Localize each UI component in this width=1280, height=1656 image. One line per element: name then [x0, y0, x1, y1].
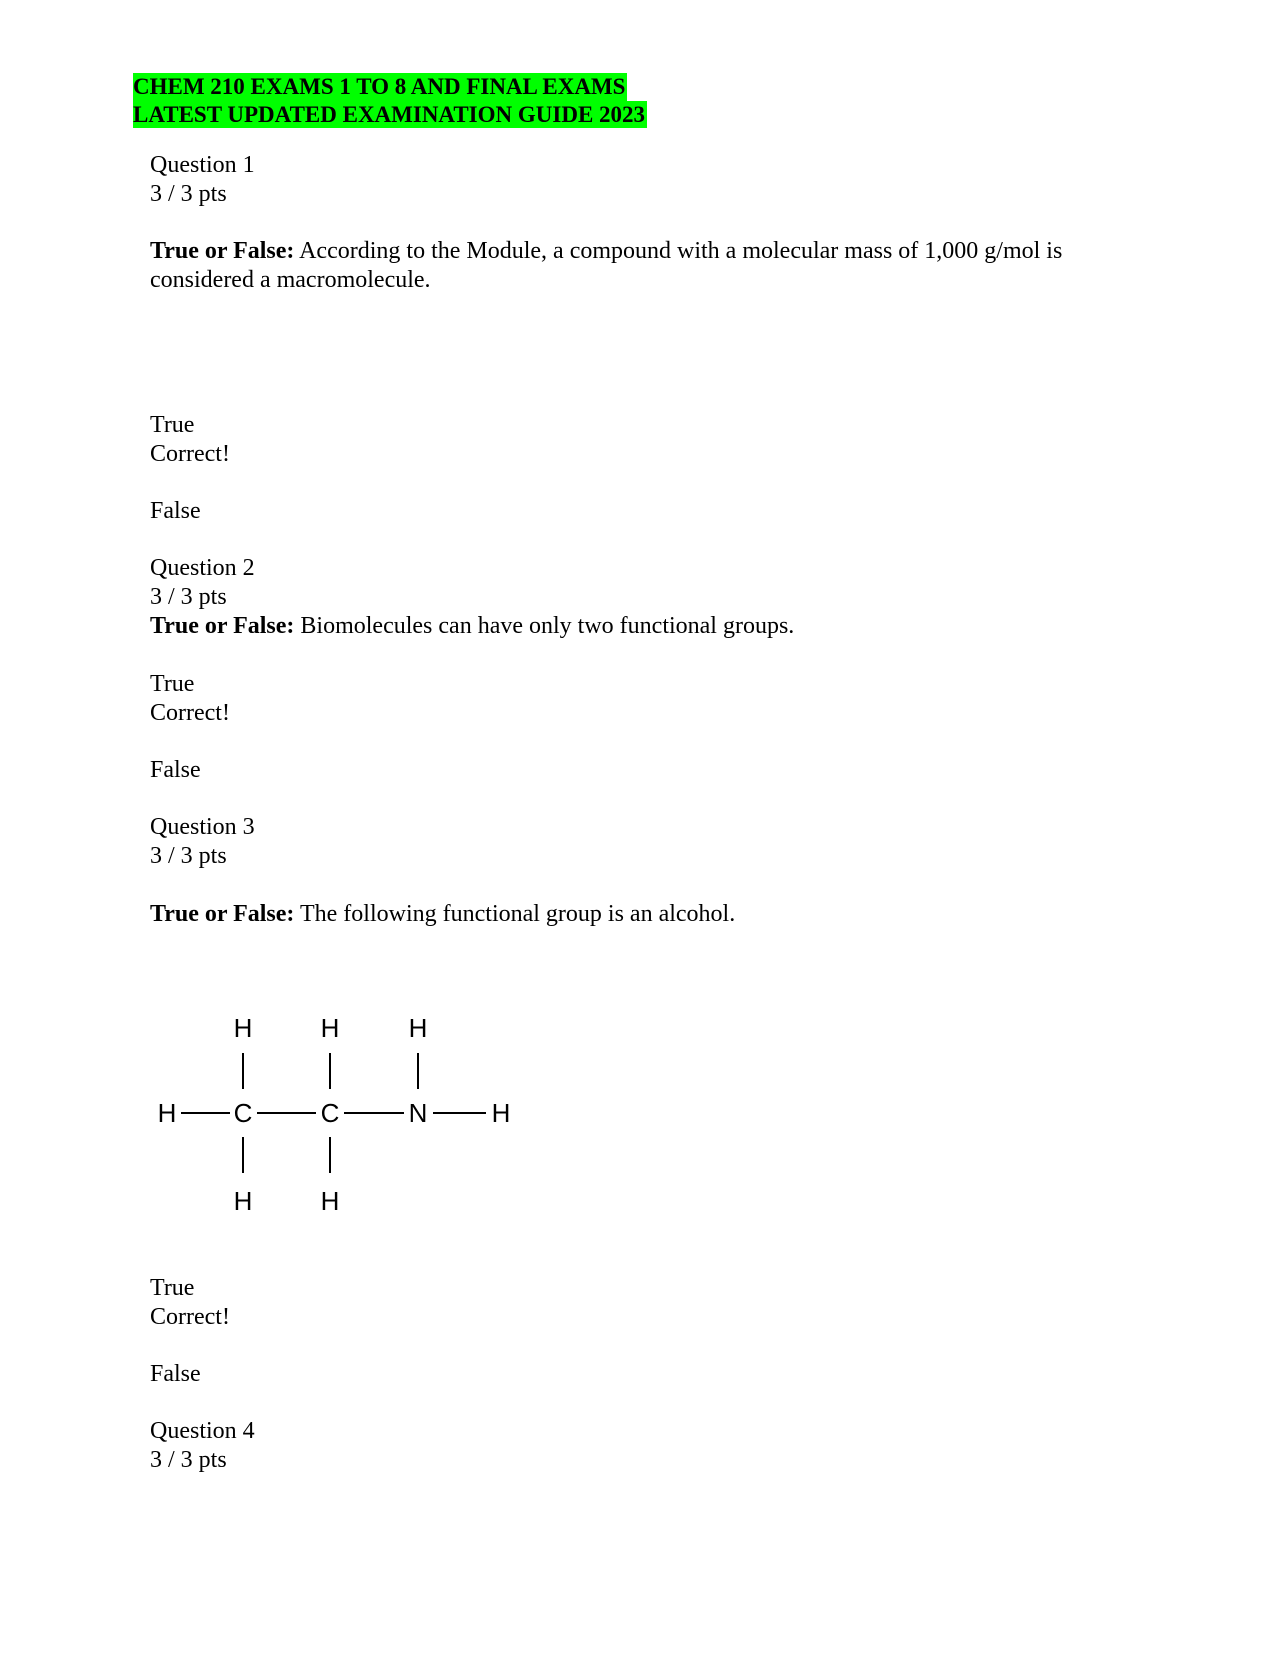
question-3-prompt — [150, 900, 735, 929]
question-2-option-true[interactable]: True — [150, 671, 195, 697]
atom-h-n-top: H — [408, 1013, 428, 1043]
atom-c2: C — [320, 1098, 340, 1128]
question-1-feedback: Correct! — [150, 441, 230, 467]
question-2-option-false[interactable]: False — [150, 757, 201, 783]
ethylamine-structure-diagram — [150, 1005, 540, 1235]
atom-h-c1-top: H — [233, 1013, 253, 1043]
question-2-feedback: Correct! — [150, 700, 230, 726]
question-2-prompt-text: Biomolecules can have only two functional groups. — [294, 613, 795, 639]
question-3-label: Question 3 — [150, 814, 255, 840]
question-2-label: Question 2 — [150, 555, 255, 581]
atom-h-c2-top: H — [320, 1013, 340, 1043]
question-2-prompt-prefix: True or False: — [150, 613, 295, 639]
question-3-option-false[interactable]: False — [150, 1361, 201, 1387]
question-4-label: Question 4 — [150, 1418, 255, 1444]
question-1-prompt-text: According to the Module, a compound with a molecular mass of 1,000 g/mol is considered a macromolecule. — [150, 238, 1063, 293]
question-2-points: 3 / 3 pts — [150, 584, 227, 610]
question-1-points: 3 / 3 pts — [150, 181, 227, 207]
question-1-label: Question 1 — [150, 152, 255, 178]
question-3-feedback: Correct! — [150, 1304, 230, 1330]
question-3-prompt-prefix: True or False: — [150, 901, 295, 927]
atom-h-c1-bottom: H — [233, 1186, 253, 1216]
atom-h-c2-bottom: H — [320, 1186, 340, 1216]
title-line-1: CHEM 210 EXAMS 1 TO 8 AND FINAL EXAMS — [133, 74, 626, 99]
question-2-prompt — [150, 612, 794, 641]
atom-h-right: H — [491, 1098, 511, 1128]
document-title — [133, 73, 647, 128]
atom-c1: C — [233, 1098, 253, 1128]
title-line-2: LATEST UPDATED EXAMINATION GUIDE 2023 — [133, 101, 646, 127]
question-3-prompt-text: The following functional group is an alcohol. — [294, 901, 736, 927]
question-1-prompt — [150, 237, 1150, 295]
atom-h-left: H — [157, 1098, 177, 1128]
question-1-option-false[interactable]: False — [150, 498, 201, 524]
question-1-option-true[interactable]: True — [150, 412, 195, 438]
question-3-points: 3 / 3 pts — [150, 843, 227, 869]
question-4-points: 3 / 3 pts — [150, 1447, 227, 1473]
question-3-option-true[interactable]: True — [150, 1275, 195, 1301]
question-1-prompt-prefix: True or False: — [150, 238, 295, 264]
atom-n: N — [408, 1098, 428, 1128]
